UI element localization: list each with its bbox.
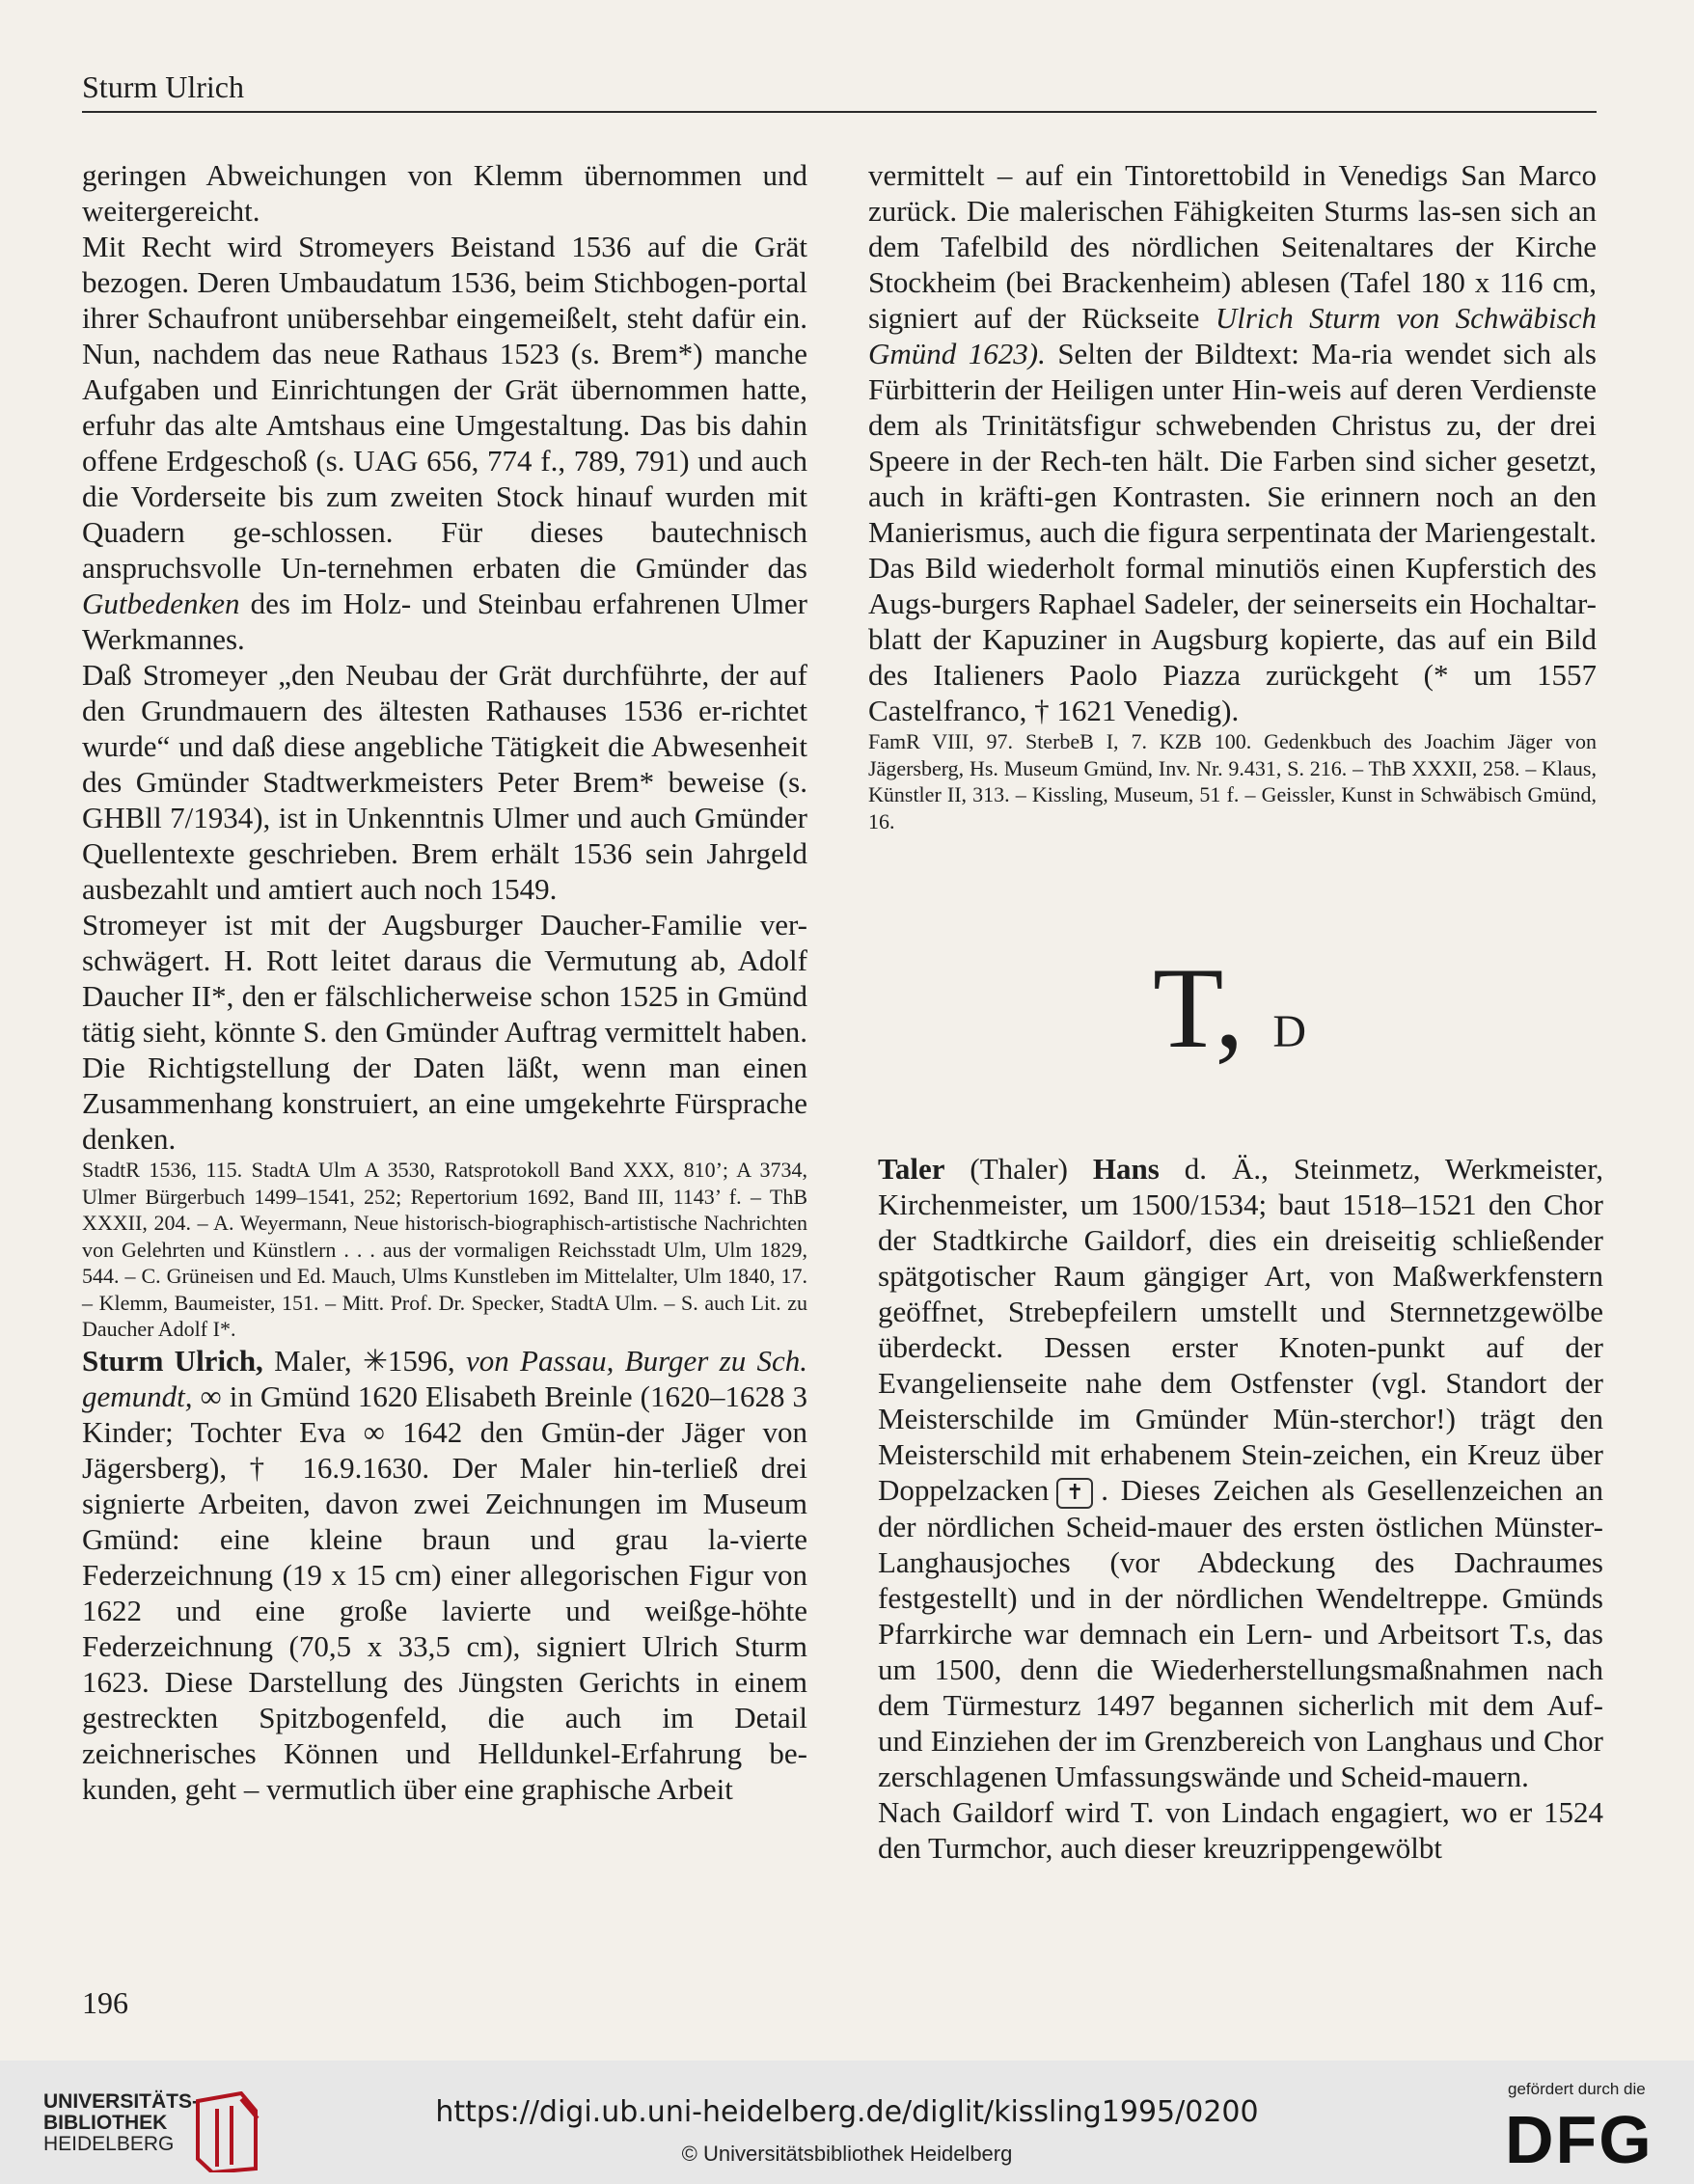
paragraph: Mit Recht wird Stromeyers Beistand 1536 auf die Grät bezogen. Deren Umbaudatum 1536, beim Stichbogen-portal ihrer Schaufront unübersehbar eingemeißelt, steht dafür ein. Nun, nachdem das neue Rathaus 1523 (s. Brem*) manche Aufgaben und Einrichtungen der Grät übernommen hatte, erfuhr das alte Amtshaus eine Umgestaltung. Das bis dahin offene Erdgeschoß (s. UAG 656, 774 f., 789, 791) und auch die Vorderseite bis zum zweiten Stock hinauf wurden mit Quadern ge-schlossen. Für dieses bautechnisch anspruchsvolle Un-ternehmen erbaten die Gmünder das Gutbedenken des im Holz- und Steinbau erfahrenen Ulmer Werkmannes. [82, 230, 808, 656]
entry-sturm-ulrich: Sturm Ulrich, Maler, ✳1596, von Passau, Burger zu Sch. gemundt, ∞ in Gmünd 1620 Elisabeth Breinle (1620–1628 3 Kinder; Tochter Eva ∞ 1642 den Gmün-der Jäger von Jägersberg), † 16.9.1630. Der Maler hin-terließ drei signierte Arbeiten, davon zwei Zeichnungen im Museum Gmünd: eine kleine braun und grau la-vierte Federzeichnung (19 x 15 cm) einer allegorischen Figur von 1622 und eine große lavierte und weißge-höhte Federzeichnung (70,5 x 33,5 cm), signiert Ulrich Sturm 1623. Diese Darstellung des Jüngsten Gerichts in einem gestreckten Spitzbogenfeld, die auch im Detail zeichnerisches Können und Helldunkel-Erfahrung be-kunden, geht – vermutlich über eine graphische Arbeit [82, 1343, 808, 1806]
page-number: 196 [82, 1985, 128, 2020]
paragraph: Nach Gaildorf wird T. von Lindach engagiert, wo er 1524 den Turmchor, auch dieser kreuzrippengewölbt [878, 1794, 1603, 1865]
right-column-bottom [878, 1151, 1603, 1866]
references: FamR VIII, 97. SterbeB I, 7. KZB 100. Gedenkbuch des Joachim Jäger von Jägersberg, Hs. Museum Gmünd, Inv. Nr. 9.431, S. 216. – ThB XXXII, 258. – Klaus, Künstler II, 313. – Kissling, Museum, 51 f. – Geissler, Kunst in Schwäbisch Gmünd, 16. [868, 729, 1597, 833]
paragraph: geringen Abweichungen von Klemm übernommen und weitergereicht. [82, 158, 807, 228]
paragraph: vermittelt – auf ein Tintorettobild in Venedigs San Marco zurück. Die malerischen Fähigkeiten Sturms las-sen sich an dem Tafelbild des nördlichen Seitenaltares der Kirche Stockheim (bei Brackenheim) ablesen (Tafel 180 x 116 cm, signiert auf der Rückseite Ulrich Sturm von Schwäbisch Gmünd 1623). Selten der Bildtext: Ma-ria wendet sich als Fürbitterin der Heiligen unter Hin-weis auf deren Verdienste dem als Trinitätsfigur schwebenden Christus zu, der drei Speere in der Rech-ten hält. Die Farben sind sicher gesetzt, auch in kräfti-gen Kontrasten. Sie erinnern noch an den Manierismus, auch die figura serpentinata der Mariengestalt. Das Bild wiederholt formal minutiös einen Kupferstich des Augs-burgers Raphael Sadeler, der seinerseits ein Hochaltar-blatt der Kapuziner in Augsburg kopierte, das auf ein Bild des Italieners Paolo Piazza zurückgeht (* um 1557 Castelfranco, † 1621 Venedig). [868, 158, 1597, 727]
mason-mark-icon: ✝ [1056, 1478, 1093, 1509]
header-rule [82, 111, 1597, 113]
copyright: © Universitätsbibliothek Heidelberg [681, 2142, 1013, 2166]
section-letter: T, D [1153, 943, 1307, 1072]
library-logo: UNIVERSITÄTS- BIBLIOTHEK HEIDELBERG [43, 2091, 199, 2155]
running-head: Sturm Ulrich [82, 69, 244, 104]
right-column-top [868, 157, 1597, 834]
entry-taler-hans: Taler (Thaler) Hans d. Ä., Steinmetz, Werkmeister, Kirchenmeister, um 1500/1534; baut 1518–1521 den Chor der Stadtkirche Gaildorf, dies ein dreiseitig schließender spätgotischer Raum gängiger Art, von Maßwerkfenstern geöffnet, Strebepfeilern umstellt und Sternnetzgewölbe überdeckt. Dessen erster Knoten-punkt auf der Evangelienseite nahe dem Ostfenster (vgl. Standort der Meisterschilde im Gmünder Mün-sterchor!) trägt den Meisterschild mit erhabenem Stein-zeichen, ein Kreuz über Doppelzacken ✝ . Dieses Zeichen als Gesellenzeichen an der nördlichen Scheid-mauer des ersten östlichen Münster-Langhausjoches (vor Abdeckung des Dachraumes festgestellt) und in der nördlichen Wendeltreppe. Gmünds Pfarrkirche war demnach ein Lern- und Arbeitsort T.s, das um 1500, denn die Wiederherstellungsmaßnahmen nach dem Türmesturz 1497 begannen sicherlich mit dem Auf- und Einziehen der im Grenzbereich von Langhaus und Chor zerschlagenen Umfassungswände und Scheid-mauern. [878, 1152, 1604, 1793]
paragraph: Daß Stromeyer „den Neubau der Grät durchführte, der auf den Grundmauern des ältesten Rathauses 1536 er-richtet wurde“ und daß diese angebliche Tätigkeit die Abwesenheit des Gmünder Stadtwerkmeisters Peter Brem* beweise (s. GHBll 7/1934), ist in Unkenntnis Ulmer und auch Gmünder Quellentexte geschrieben. Brem erhält 1536 sein Jahrgeld ausbezahlt und amtiert auch noch 1549. [82, 658, 807, 906]
references: StadtR 1536, 115. StadtA Ulm A 3530, Ratsprotokoll Band XXX, 810’; A 3734, Ulmer Bürgerbuch 1499–1541, 252; Repertorium 1692, Band III, 1143’ f. – ThB XXXII, 204. – A. Weyermann, Neue historisch-biographisch-artistische Nachrichten von Gelehrten und Künstlern . . . aus der vormaligen Reichsstadt Ulm, Ulm 1829, 544. – C. Grüneisen und Ed. Mauch, Ulms Kunstleben im Mittelalter, Ulm 1840, 17. – Klemm, Baumeister, 151. – Mitt. Prof. Dr. Specker, StadtA Ulm. – S. auch Lit. zu Daucher Adolf I*. [82, 1158, 807, 1341]
left-column [82, 157, 807, 1807]
paragraph: Stromeyer ist mit der Augsburger Daucher-Familie ver-schwägert. H. Rott leitet daraus die Vermutung ab, Adolf Daucher II*, den er fälschlicherweise schon 1525 in Gmünd tätig sieht, könnte S. den Gmünder Auftrag vermittelt haben. Die Richtigstellung der Daten läßt, wenn man einen Zusammenhang konstruiert, an eine umgekehrte Fürsprache denken. [82, 908, 807, 1156]
source-url[interactable]: https://digi.ub.uni-heidelberg.de/diglit/kissling1995/0200 [435, 2095, 1259, 2129]
funding-label: gefördert durch die [1508, 2080, 1646, 2098]
headword: Sturm Ulrich, [82, 1343, 263, 1378]
dfg-logo: DFG [1505, 2102, 1653, 2177]
headword: Taler [878, 1152, 945, 1186]
